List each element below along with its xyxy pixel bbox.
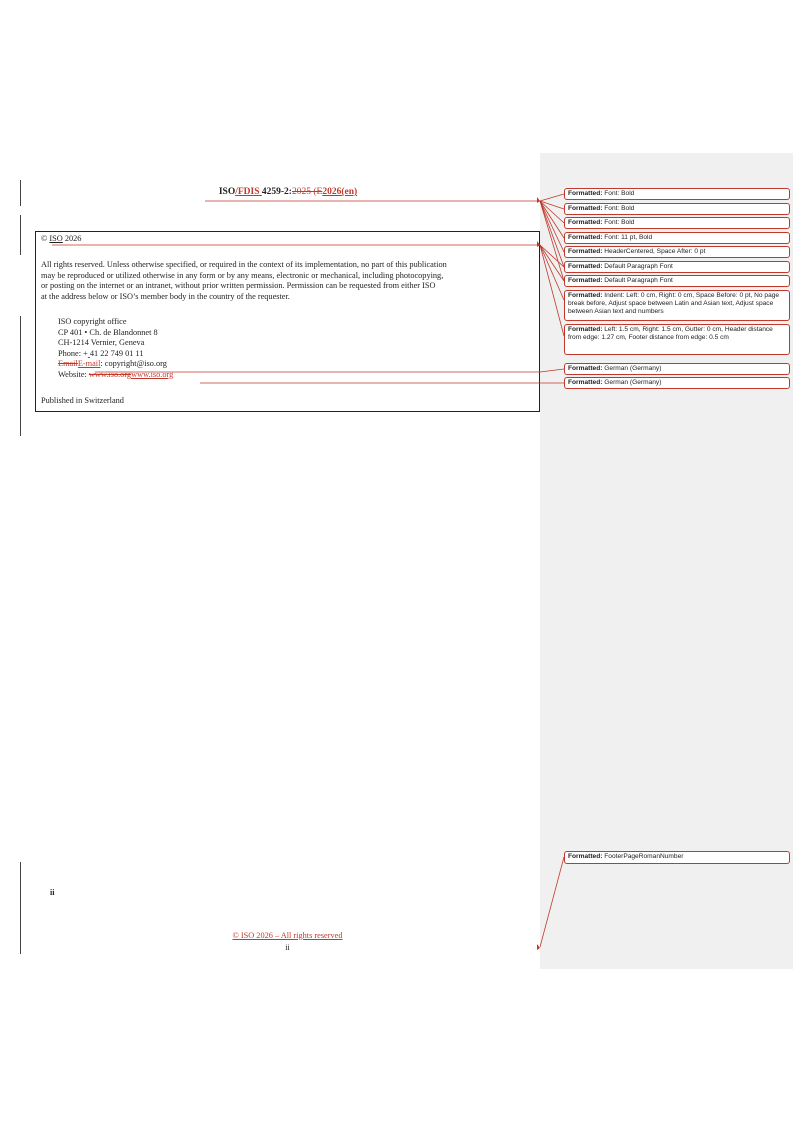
comment-label: Formatted: [568,292,603,299]
comment-text: German (Germany) [602,365,662,372]
header-number: 4259-2: [261,187,292,197]
comment-text: German (Germany) [602,379,662,386]
comment-text: Default Paragraph Font [602,263,673,270]
footer-copyright [35,931,540,940]
published-in: Published in Switzerland [41,396,124,405]
rights-para-line: or posting on the internet or an intranet, without prior written permission. Permission can be requested from either ISO [41,281,436,290]
comment-text: Font: Bold [602,205,635,212]
comment-label: Formatted: [568,379,603,386]
header-insertion: 2026(en) [322,187,358,197]
anchor-mark [537,241,540,247]
comment-label: Formatted: [568,365,603,372]
comment-text: Font: Bold [602,190,635,197]
rights-para-line: may be reproduced or utilized otherwise in any form or by any means, electronic or mechanical, including photocopying, [41,270,444,280]
office-name: ISO copyright office [58,317,127,326]
anchor-mark [537,197,540,203]
footer-page-number-center: ii [285,943,290,952]
header-fdis-insertion: /FDIS [235,187,262,197]
phone-label: Phone: + [58,348,88,358]
email-address[interactable]: : copyright@iso.org [100,359,167,368]
rights-para-line: at the address below or ISO’s member body in the country of the requester. [41,291,290,301]
comment-text: Default Paragraph Font [602,277,673,284]
copyright-iso: ISO [49,234,63,243]
copyright-symbol: © [41,234,50,243]
leader-line [540,201,564,281]
comment-label: Formatted: [568,277,603,284]
leader-line [540,194,564,201]
website-insertion[interactable]: www.iso.org [131,369,174,379]
comment-label: Formatted: [568,248,603,255]
rights-para-line: All rights reserved. Unless otherwise specified, or required in the context of its implementation, no part of this publication [41,260,447,269]
comment-text: Left: 1.5 cm, Right: 1.5 cm, Gutter: 0 cm, Header distance from edge: 1.27 cm, Footer distance from edge: 0.5 cm [568,326,773,341]
leader-line [540,857,564,947]
footer-copyright-text: © ISO 2026 – All rights reserved [232,931,343,940]
comment-text: Font: Bold [602,219,635,226]
comment-label: Formatted: [568,205,603,212]
comment-label: Formatted: [568,190,603,197]
header-iso: ISO [218,187,236,197]
footer-page-number: ii [50,888,55,897]
comment-text: Font: 11 pt, Bold [602,234,653,241]
comment-text: FooterPageRomanNumber [602,853,684,860]
comment-label: Formatted: [568,219,603,226]
comment-label: Formatted: [568,234,603,241]
website-deletion[interactable]: www.iso.org [88,369,132,379]
comment-label: Formatted: [568,263,603,270]
header-deletion: 2025 (E [291,187,323,197]
leader-line [540,245,564,336]
email-insertion: E-mail [77,359,101,368]
comment-label: Formatted: [568,326,603,333]
website-label: Website: [58,369,89,379]
office-address-2: CH-1214 Vernier, Geneva [58,338,145,347]
copyright-year: 2026 [62,234,82,243]
leader-line [540,369,564,372]
leader-line [540,201,564,252]
comment-text: Indent: Left: 0 cm, Right: 0 cm, Space Before: 0 pt, No page break before, Adjust space between Latin and Asian text, Adjust space between Asian text and numbers [568,292,780,315]
comment-text: HeaderCentered, Space After: 0 pt [602,248,706,255]
office-address-1: CP 401 • Ch. de Blandonnet 8 [58,327,158,337]
leader-line [540,245,564,281]
comment-label: Formatted: [568,853,603,860]
phone-number: 41 22 749 01 11 [89,348,144,358]
email-deletion: Email [58,359,78,368]
